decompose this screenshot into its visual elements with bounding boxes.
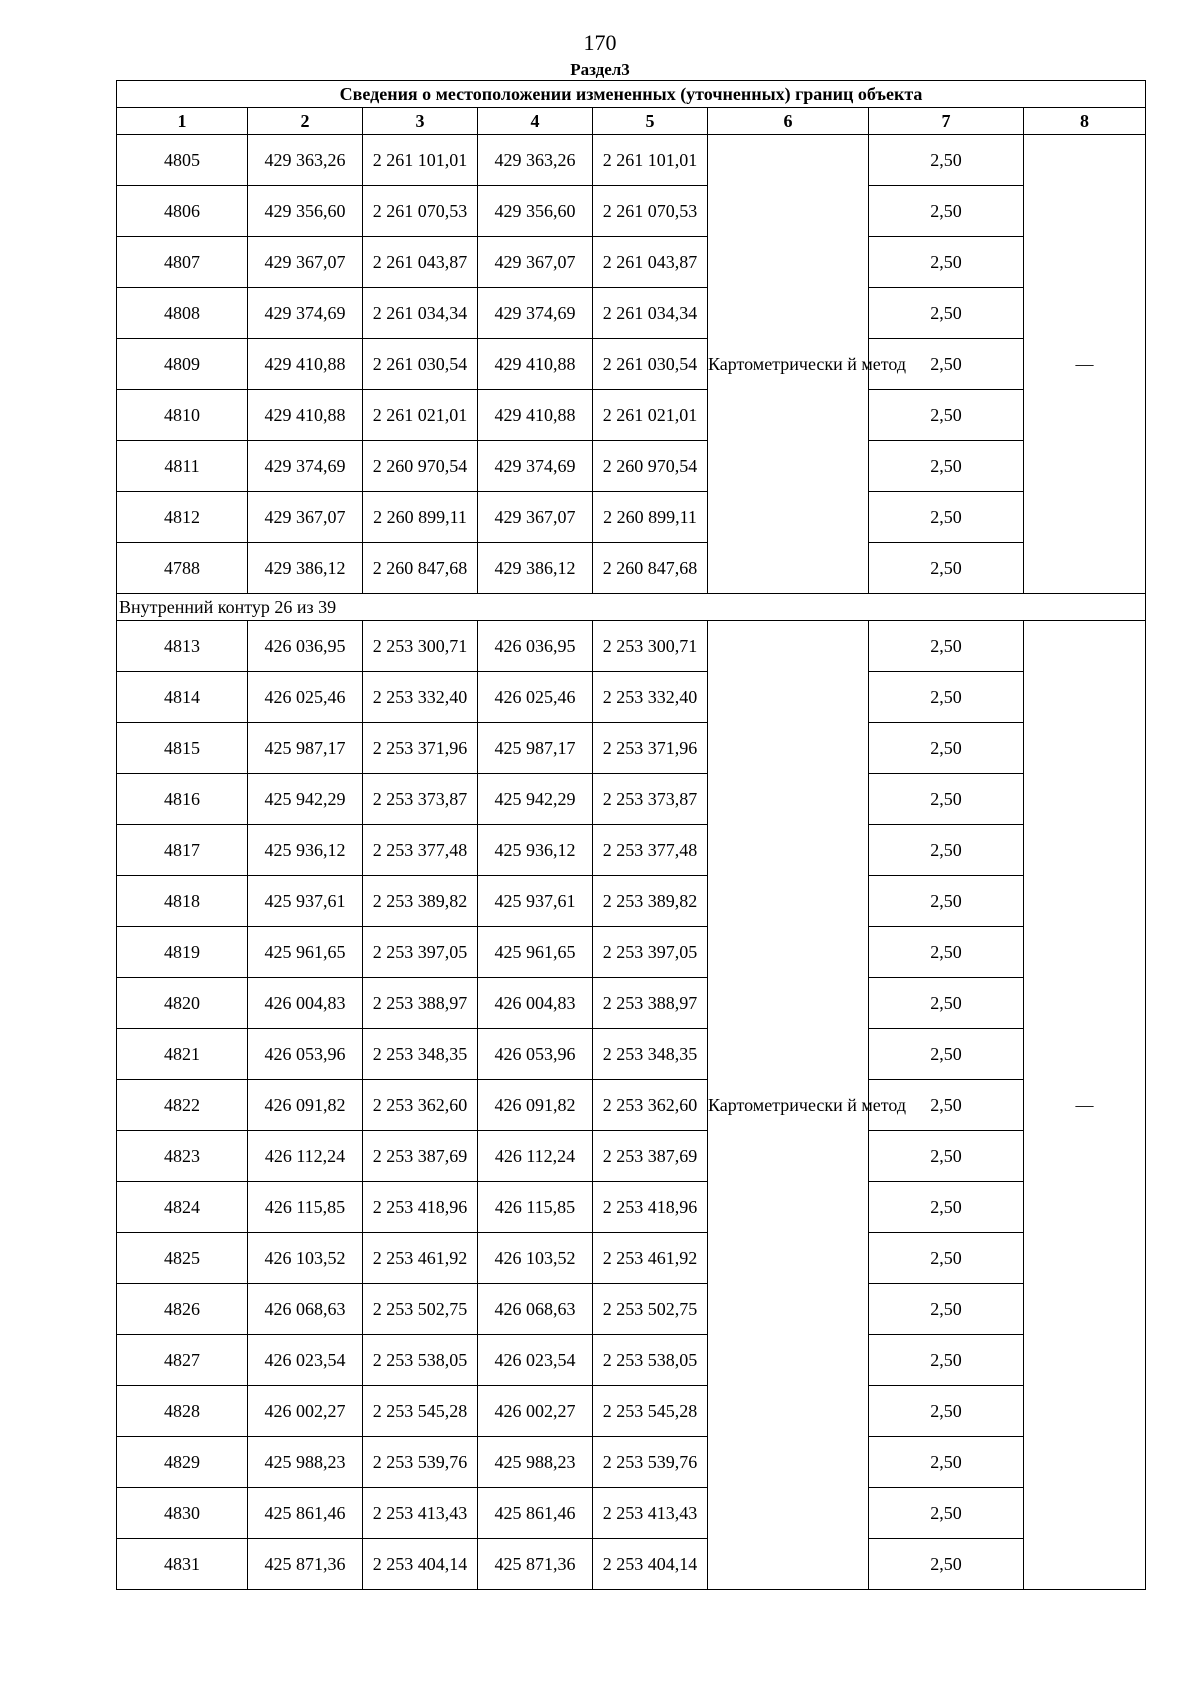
coordinate-cell: 2 253 404,14 — [363, 1539, 478, 1590]
coordinate-cell: 2 253 300,71 — [593, 621, 708, 672]
coordinate-cell: 2 261 043,87 — [593, 237, 708, 288]
table-row — [117, 927, 1146, 978]
accuracy-cell: 2,50 — [869, 1233, 1024, 1284]
coordinate-cell: 2 253 389,82 — [363, 876, 478, 927]
table-row — [117, 723, 1146, 774]
point-number-cell: 4812 — [117, 492, 248, 543]
coordinate-cell: 426 068,63 — [248, 1284, 363, 1335]
point-number-cell: 4811 — [117, 441, 248, 492]
column-header: 4 — [478, 108, 593, 135]
accuracy-cell: 2,50 — [869, 543, 1024, 594]
column-header: 1 — [117, 108, 248, 135]
coordinate-cell: 2 261 030,54 — [363, 339, 478, 390]
coordinate-cell: 426 068,63 — [478, 1284, 593, 1335]
point-number-cell: 4807 — [117, 237, 248, 288]
coordinate-cell: 425 988,23 — [248, 1437, 363, 1488]
column-header: 8 — [1024, 108, 1146, 135]
coordinate-cell: 429 367,07 — [248, 492, 363, 543]
coordinate-cell: 2 253 371,96 — [363, 723, 478, 774]
table-row — [117, 978, 1146, 1029]
accuracy-cell: 2,50 — [869, 876, 1024, 927]
coordinate-cell: 429 363,26 — [478, 135, 593, 186]
table-row — [117, 1335, 1146, 1386]
accuracy-cell: 2,50 — [869, 237, 1024, 288]
contour-label-row — [117, 594, 1146, 621]
point-number-cell: 4819 — [117, 927, 248, 978]
table-row — [117, 876, 1146, 927]
accuracy-cell: 2,50 — [869, 1335, 1024, 1386]
coordinate-cell: 426 002,27 — [478, 1386, 593, 1437]
coordinate-cell: 2 253 348,35 — [363, 1029, 478, 1080]
table-row — [117, 825, 1146, 876]
column-header: 7 — [869, 108, 1024, 135]
coordinate-cell: 2 260 847,68 — [363, 543, 478, 594]
coordinate-cell: 429 363,26 — [248, 135, 363, 186]
table-row — [117, 1131, 1146, 1182]
point-number-cell: 4824 — [117, 1182, 248, 1233]
table-row — [117, 1182, 1146, 1233]
coordinate-cell: 2 253 413,43 — [363, 1488, 478, 1539]
coordinate-cell: 2 260 970,54 — [363, 441, 478, 492]
coordinate-cell: 2 261 034,34 — [593, 288, 708, 339]
coordinate-cell: 425 961,65 — [248, 927, 363, 978]
accuracy-cell: 2,50 — [869, 339, 1024, 390]
coordinate-cell: 2 253 397,05 — [363, 927, 478, 978]
coordinate-cell: 425 942,29 — [478, 774, 593, 825]
point-number-cell: 4813 — [117, 621, 248, 672]
accuracy-cell: 2,50 — [869, 978, 1024, 1029]
coordinate-cell: 2 253 389,82 — [593, 876, 708, 927]
table-row — [117, 186, 1146, 237]
coordinate-cell: 429 367,07 — [248, 237, 363, 288]
column-header: 6 — [708, 108, 869, 135]
coordinate-cell: 429 374,69 — [478, 441, 593, 492]
accuracy-cell: 2,50 — [869, 774, 1024, 825]
coordinate-cell: 2 253 418,96 — [363, 1182, 478, 1233]
coordinate-cell: 2 253 300,71 — [363, 621, 478, 672]
point-number-cell: 4818 — [117, 876, 248, 927]
coordinate-cell: 2 253 387,69 — [593, 1131, 708, 1182]
coordinate-cell: 2 253 545,28 — [363, 1386, 478, 1437]
point-number-cell: 4814 — [117, 672, 248, 723]
coordinate-cell: 426 023,54 — [478, 1335, 593, 1386]
point-number-cell: 4823 — [117, 1131, 248, 1182]
coordinate-cell: 425 987,17 — [248, 723, 363, 774]
coordinate-cell: 425 988,23 — [478, 1437, 593, 1488]
coordinate-cell: 425 987,17 — [478, 723, 593, 774]
table-body — [117, 135, 1146, 1590]
coordinate-cell: 426 004,83 — [248, 978, 363, 1029]
point-number-cell: 4817 — [117, 825, 248, 876]
coordinate-cell: 2 253 539,76 — [593, 1437, 708, 1488]
note-cell: — — [1024, 135, 1146, 594]
section-title: Раздел3 — [570, 60, 630, 79]
coordinate-cell: 2 253 332,40 — [593, 672, 708, 723]
coordinate-cell: 2 261 034,34 — [363, 288, 478, 339]
table-row — [117, 1080, 1146, 1131]
accuracy-cell: 2,50 — [869, 1284, 1024, 1335]
accuracy-cell: 2,50 — [869, 723, 1024, 774]
table-caption: Сведения о местоположении измененных (уточненных) границ объекта — [117, 81, 1146, 108]
point-number-cell: 4822 — [117, 1080, 248, 1131]
accuracy-cell: 2,50 — [869, 621, 1024, 672]
coordinate-cell: 2 260 899,11 — [363, 492, 478, 543]
accuracy-cell: 2,50 — [869, 1182, 1024, 1233]
coordinate-cell: 425 961,65 — [478, 927, 593, 978]
coordinate-cell: 2 253 377,48 — [593, 825, 708, 876]
coordinate-cell: 2 253 371,96 — [593, 723, 708, 774]
coordinate-cell: 2 261 021,01 — [593, 390, 708, 441]
table-row — [117, 237, 1146, 288]
coordinate-cell: 426 002,27 — [248, 1386, 363, 1437]
coordinate-cell: 429 356,60 — [478, 186, 593, 237]
accuracy-cell: 2,50 — [869, 1386, 1024, 1437]
coordinate-cell: 426 112,24 — [248, 1131, 363, 1182]
point-number-cell: 4805 — [117, 135, 248, 186]
accuracy-cell: 2,50 — [869, 1080, 1024, 1131]
coordinate-cell: 426 115,85 — [478, 1182, 593, 1233]
coordinate-cell: 429 374,69 — [248, 441, 363, 492]
table-row — [117, 621, 1146, 672]
point-number-cell: 4826 — [117, 1284, 248, 1335]
coordinate-cell: 426 025,46 — [248, 672, 363, 723]
point-number-cell: 4816 — [117, 774, 248, 825]
coordinate-cell: 2 253 413,43 — [593, 1488, 708, 1539]
coordinate-cell: 2 253 362,60 — [363, 1080, 478, 1131]
point-number-cell: 4806 — [117, 186, 248, 237]
note-cell: — — [1024, 621, 1146, 1590]
coordinate-cell: 2 253 362,60 — [593, 1080, 708, 1131]
accuracy-cell: 2,50 — [869, 135, 1024, 186]
table-row — [117, 1437, 1146, 1488]
coordinate-cell: 2 253 388,97 — [593, 978, 708, 1029]
coordinate-cell: 2 253 373,87 — [363, 774, 478, 825]
point-number-cell: 4825 — [117, 1233, 248, 1284]
coordinate-cell: 2 261 043,87 — [363, 237, 478, 288]
table-row — [117, 774, 1146, 825]
table-row — [117, 1029, 1146, 1080]
point-number-cell: 4815 — [117, 723, 248, 774]
coordinate-cell: 429 386,12 — [248, 543, 363, 594]
coordinate-cell: 425 861,46 — [478, 1488, 593, 1539]
point-number-cell: 4821 — [117, 1029, 248, 1080]
coordinate-cell: 2 261 070,53 — [593, 186, 708, 237]
coordinate-cell: 2 253 461,92 — [363, 1233, 478, 1284]
column-header: 2 — [248, 108, 363, 135]
coordinate-cell: 425 937,61 — [478, 876, 593, 927]
coordinate-cell: 2 261 021,01 — [363, 390, 478, 441]
coordinate-cell: 2 253 387,69 — [363, 1131, 478, 1182]
point-number-cell: 4829 — [117, 1437, 248, 1488]
table-row — [117, 1386, 1146, 1437]
accuracy-cell: 2,50 — [869, 672, 1024, 723]
coordinate-cell: 429 367,07 — [478, 237, 593, 288]
accuracy-cell: 2,50 — [869, 927, 1024, 978]
coordinate-cell: 425 936,12 — [478, 825, 593, 876]
coordinates-table — [116, 80, 1146, 1590]
coordinate-cell: 426 115,85 — [248, 1182, 363, 1233]
coordinate-cell: 2 253 373,87 — [593, 774, 708, 825]
coordinate-cell: 2 261 030,54 — [593, 339, 708, 390]
coordinate-cell: 426 036,95 — [478, 621, 593, 672]
coordinate-cell: 2 253 377,48 — [363, 825, 478, 876]
coordinate-cell: 429 386,12 — [478, 543, 593, 594]
coordinate-cell: 429 374,69 — [248, 288, 363, 339]
point-number-cell: 4831 — [117, 1539, 248, 1590]
table-row — [117, 390, 1146, 441]
coordinate-cell: 426 091,82 — [478, 1080, 593, 1131]
coordinate-cell: 429 410,88 — [478, 339, 593, 390]
coordinate-cell: 2 261 101,01 — [363, 135, 478, 186]
coordinate-cell: 2 253 418,96 — [593, 1182, 708, 1233]
method-cell: Картометрически й метод — [708, 621, 869, 1590]
coordinate-cell: 426 025,46 — [478, 672, 593, 723]
accuracy-cell: 2,50 — [869, 1488, 1024, 1539]
table-row — [117, 1488, 1146, 1539]
point-number-cell: 4810 — [117, 390, 248, 441]
table-row — [117, 135, 1146, 186]
accuracy-cell: 2,50 — [869, 492, 1024, 543]
accuracy-cell: 2,50 — [869, 1539, 1024, 1590]
coordinate-cell: 2 253 502,75 — [593, 1284, 708, 1335]
coordinate-cell: 426 053,96 — [248, 1029, 363, 1080]
coordinate-cell: 425 861,46 — [248, 1488, 363, 1539]
coordinate-cell: 429 367,07 — [478, 492, 593, 543]
coordinate-cell: 2 253 502,75 — [363, 1284, 478, 1335]
accuracy-cell: 2,50 — [869, 390, 1024, 441]
coordinate-cell: 425 871,36 — [248, 1539, 363, 1590]
point-number-cell: 4808 — [117, 288, 248, 339]
coordinate-cell: 2 253 538,05 — [363, 1335, 478, 1386]
accuracy-cell: 2,50 — [869, 1029, 1024, 1080]
coordinate-cell: 2 260 970,54 — [593, 441, 708, 492]
coordinate-cell: 425 942,29 — [248, 774, 363, 825]
point-number-cell: 4809 — [117, 339, 248, 390]
coordinate-cell: 426 103,52 — [248, 1233, 363, 1284]
coordinate-cell: 429 374,69 — [478, 288, 593, 339]
table-row — [117, 339, 1146, 390]
table-row — [117, 492, 1146, 543]
point-number-cell: 4830 — [117, 1488, 248, 1539]
coordinate-cell: 426 053,96 — [478, 1029, 593, 1080]
coordinate-cell: 426 091,82 — [248, 1080, 363, 1131]
coordinate-cell: 2 253 545,28 — [593, 1386, 708, 1437]
point-number-cell: 4820 — [117, 978, 248, 1029]
coordinate-cell: 2 253 348,35 — [593, 1029, 708, 1080]
coordinate-cell: 2 253 388,97 — [363, 978, 478, 1029]
accuracy-cell: 2,50 — [869, 825, 1024, 876]
column-header: 3 — [363, 108, 478, 135]
coordinate-cell: 429 356,60 — [248, 186, 363, 237]
coordinate-cell: 2 253 404,14 — [593, 1539, 708, 1590]
table-row — [117, 543, 1146, 594]
table-header-row — [117, 108, 1146, 135]
table-row — [117, 441, 1146, 492]
accuracy-cell: 2,50 — [869, 1131, 1024, 1182]
coordinate-cell: 429 410,88 — [478, 390, 593, 441]
point-number-cell: 4788 — [117, 543, 248, 594]
coordinate-cell: 2 261 070,53 — [363, 186, 478, 237]
coordinate-cell: 426 036,95 — [248, 621, 363, 672]
coordinate-cell: 426 004,83 — [478, 978, 593, 1029]
coordinate-cell: 426 023,54 — [248, 1335, 363, 1386]
coordinate-cell: 2 253 397,05 — [593, 927, 708, 978]
table-row — [117, 288, 1146, 339]
accuracy-cell: 2,50 — [869, 288, 1024, 339]
coordinate-cell: 2 260 847,68 — [593, 543, 708, 594]
coordinate-cell: 425 871,36 — [478, 1539, 593, 1590]
coordinate-cell: 425 937,61 — [248, 876, 363, 927]
table-row — [117, 672, 1146, 723]
point-number-cell: 4828 — [117, 1386, 248, 1437]
accuracy-cell: 2,50 — [869, 186, 1024, 237]
contour-label: Внутренний контур 26 из 39 — [117, 594, 1146, 621]
coordinate-cell: 2 253 461,92 — [593, 1233, 708, 1284]
coordinate-cell: 426 112,24 — [478, 1131, 593, 1182]
coordinate-cell: 2 261 101,01 — [593, 135, 708, 186]
coordinate-cell: 2 253 539,76 — [363, 1437, 478, 1488]
table-row — [117, 1284, 1146, 1335]
page-number: 170 — [583, 30, 617, 55]
method-cell: Картометрически й метод — [708, 135, 869, 594]
coordinate-cell: 425 936,12 — [248, 825, 363, 876]
coordinate-cell: 2 253 538,05 — [593, 1335, 708, 1386]
coordinate-cell: 429 410,88 — [248, 339, 363, 390]
coordinate-cell: 2 253 332,40 — [363, 672, 478, 723]
coordinate-cell: 429 410,88 — [248, 390, 363, 441]
coordinate-cell: 426 103,52 — [478, 1233, 593, 1284]
table-row — [117, 1539, 1146, 1590]
coordinate-cell: 2 260 899,11 — [593, 492, 708, 543]
accuracy-cell: 2,50 — [869, 441, 1024, 492]
accuracy-cell: 2,50 — [869, 1437, 1024, 1488]
point-number-cell: 4827 — [117, 1335, 248, 1386]
column-header: 5 — [593, 108, 708, 135]
table-row — [117, 1233, 1146, 1284]
